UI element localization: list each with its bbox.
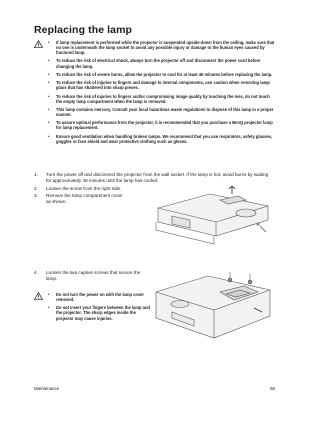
warning-item: • Ensure good ventilation when handling broken lamps. We recommend that you use respirators, safety glasses, goggles or face shield and wear protective clothing such as gloves. (48, 134, 276, 144)
page-title: Replacing the lamp (34, 24, 133, 36)
warning-item: • To reduce the risk of injuries to fingers and/or compromising image quality by touching the lens, do not touch the empty lamp compartment when the lamp is removed. (48, 94, 276, 104)
warning-block (34, 40, 276, 147)
warning-item: • To reduce the risk of electrical shock, always turn the projector off and disconnect the power cord before changing the lamp. (48, 58, 276, 68)
warning-icon (34, 40, 43, 48)
lamp-cover-illustration (150, 186, 275, 248)
step-number: 2. (34, 185, 38, 191)
warning-item: • To reduce the risk of severe burns, allow the projector to cool for at least 45 minutes before replacing the lamp. (48, 72, 276, 77)
warning-item: • Do not insert your fingers between the lamp and the projector. The sharp edges inside the projector may cause injuries. (48, 305, 150, 320)
step-text: Remove the lamp compartment cover as shown. (46, 193, 123, 204)
warning-item: • If lamp replacement is performed while the projector is suspended upside-down from the ceiling, make sure that no one is underneath the lamp socket to avoid any possible injury or damage to the human eyes caused by fractured lamp. (48, 40, 276, 55)
warning-block (34, 292, 150, 324)
step-number: 4. (34, 270, 38, 275)
lamp-screws-illustration (150, 268, 275, 348)
step-text: Turn the power off and disconnect the projector from the wall socket. If the lamp is hot, avoid burns by waiting for approximately 45 minutes until the lamp has cooled. (46, 172, 269, 183)
footer-section: Maintenance (34, 386, 60, 391)
step-item (34, 270, 146, 282)
warning-list (48, 292, 150, 321)
step-text: Loosen the two captive screws that secure the lamp. (46, 270, 141, 281)
warning-item: • To reduce the risk of injuries to fingers and damage to internal components, use caution when removing lamp glass that has shattered into sharp pieces. (48, 80, 276, 90)
warning-icon (34, 292, 43, 300)
step-text: Loosen the screw from the right side. (46, 185, 122, 191)
page-number: 65 (270, 386, 275, 391)
step-number: 3. (34, 193, 38, 198)
warning-item: • Do not turn the power on with the lamp cover removed. (48, 292, 150, 302)
warning-list (48, 40, 276, 144)
step-item (34, 172, 274, 184)
warning-item: • To assure optimal performance from the projector, it is recommended that you purchase a BenQ projector lamp for lamp replacement. (48, 120, 276, 130)
warning-item: • This lamp contains mercury. Consult your local hazardous waste regulations to dispose of this lamp in a proper manner. (48, 107, 276, 117)
step-number: 1. (34, 172, 38, 177)
step-item (34, 193, 126, 205)
